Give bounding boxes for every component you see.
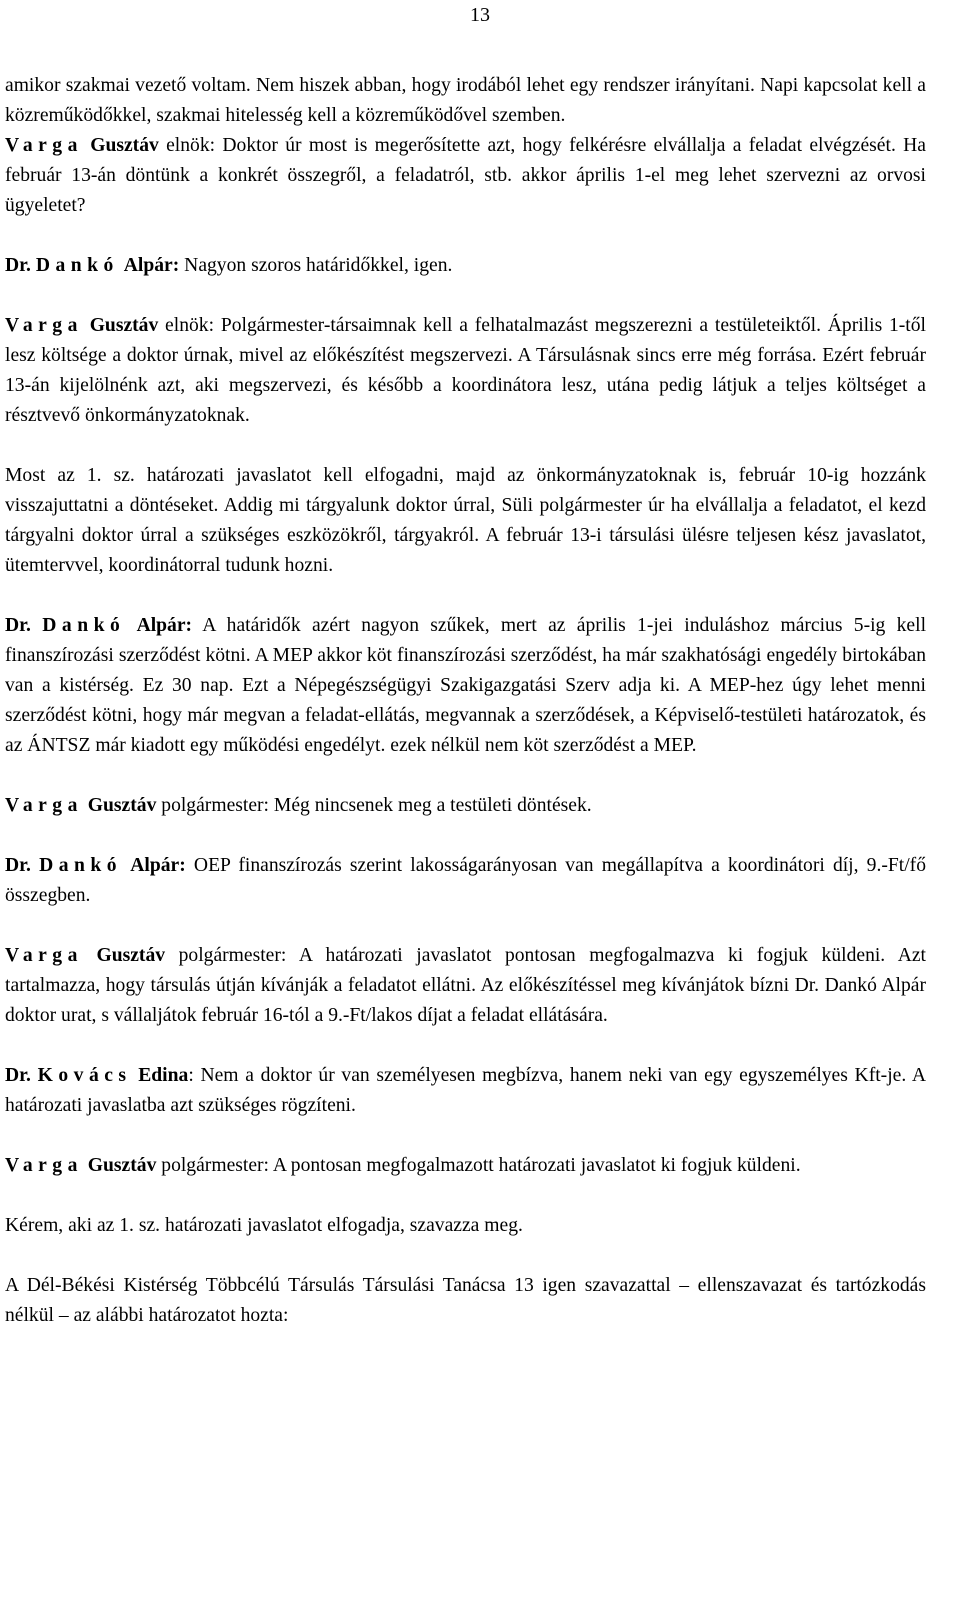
paragraph-13	[5, 1271, 926, 1331]
speaker-surname: Dankó	[39, 855, 123, 876]
speaker-title: Dr.	[5, 1065, 31, 1086]
speaker-surname: Varga	[5, 1155, 83, 1176]
paragraph-4	[5, 311, 926, 431]
speaker-surname: Kovács	[37, 1065, 132, 1086]
speaker-given-name: Alpár:	[130, 855, 186, 876]
speaker-given-name: Gusztáv	[90, 135, 159, 156]
paragraph-text: polgármester: A határozati javaslatot pontosan megfogalmazva ki fogjuk küldeni. Azt tartalmazza, hogy társulás útján kívánják a feladatot ellátni. Az előkészítéssel meg kívánjátok bízni Dr. Dankó Alpár doktor urat, s vállaljátok február 16-tól a 9.-Ft/lakos díjat a feladat ellátására.	[5, 945, 926, 1026]
paragraph-text: A Dél-Békési Kistérség Többcélú Társulás Társulási Tanácsa 13 igen szavazattal – ellenszavazat és tartózkodás nélkül – az alábbi határozatot hozta:	[5, 1275, 926, 1326]
paragraph-7	[5, 791, 926, 821]
paragraph-text: : Nem a doktor úr van személyesen megbízva, hanem neki van egy egyszemélyes Kft-je. A határozati javaslatba azt szükséges rögzíteni.	[5, 1065, 926, 1116]
paragraph-text: amikor szakmai vezető voltam. Nem hiszek abban, hogy irodából lehet egy rendszer irányítani. Napi kapcsolat kell a közreműködőkkel, szakmai hitelesség kell a közreműködővel szemben.	[5, 75, 926, 126]
paragraph-5	[5, 461, 926, 581]
speaker-surname: Varga	[5, 135, 83, 156]
page-number: 13	[470, 4, 490, 26]
paragraph-text: Most az 1. sz. határozati javaslatot kell elfogadni, majd az önkormányzatoknak is, február 10-ig hozzánk visszajuttatni a döntéseket. Addig mi tárgyalunk doktor úrral, Süli polgármester úr ha elvállalja a feladatot, el kezd tárgyalni doktor úrral a szükséges eszközökről, tárgyakról. A február 13-i társulási ülésre teljesen kész javaslatot, ütemtervvel, koordinátorral tudunk hozni.	[5, 465, 926, 576]
speaker-surname: Dankó	[35, 255, 119, 276]
paragraph-text: Nagyon szoros határidőkkel, igen.	[179, 255, 453, 276]
paragraph-3	[5, 251, 926, 281]
speaker-given-name: Gusztáv	[96, 945, 166, 966]
speaker-surname: Dankó	[42, 615, 126, 636]
speaker-surname: Varga	[5, 945, 83, 966]
paragraph-12	[5, 1211, 926, 1241]
speaker-surname: Varga	[5, 315, 83, 336]
speaker-title: Dr.	[5, 855, 31, 876]
paragraph-text: polgármester: A pontosan megfogalmazott határozati javaslatot ki fogjuk küldeni.	[156, 1155, 801, 1176]
speaker-given-name: Edina	[138, 1065, 189, 1086]
paragraph-text: elnök: Polgármester-társaimnak kell a felhatalmazást megszerezni a testületeiktől. Április 1-től lesz költsége a doktor úrnak, mivel az előkészítést megszervezi. A Társulásnak sincs erre még forrása. Ezért február 13-án kijelölnénk azt, aki megszervezi, és később a koordinátora lesz, utána pedig látjuk a teljes költséget a résztvevő önkormányzatoknak.	[5, 315, 926, 426]
speaker-surname: Varga	[5, 795, 83, 816]
paragraph-9	[5, 941, 926, 1031]
paragraph-2	[5, 131, 926, 221]
paragraph-text: OEP finanszírozás szerint lakosságarányosan van megállapítva a koordinátori díj, 9.-Ft/fő összegben.	[5, 855, 926, 906]
speaker-given-name: Alpár:	[123, 255, 180, 276]
paragraph-text: polgármester: Még nincsenek meg a testületi döntések.	[156, 795, 592, 816]
paragraph-10	[5, 1061, 926, 1121]
paragraph-6	[5, 611, 926, 761]
speaker-given-name: Gusztáv	[89, 315, 159, 336]
paragraph-text: elnök: Doktor úr most is megerősítette azt, hogy felkérésre elvállalja a feladat elvégzését. Ha február 13-án döntünk a konkrét összegről, a feladatról, stb. akkor április 1-el meg lehet szervezni az orvosi ügyeletet?	[5, 135, 927, 216]
speaker-given-name: Gusztáv	[87, 795, 157, 816]
speaker-title: Dr.	[5, 255, 31, 276]
paragraph-text: A határidők azért nagyon szűkek, mert az április 1-jei induláshoz március 5-ig kell finanszírozási szerződést kötni. A MEP akkor köt finanszírozási szerződést, ha már szakhatósági engedély birtokában van a kistérség. Ez 30 nap. Ezt a Népegészségügyi Szakigazgatási Szerv adja ki. A MEP-hez úgy lehet menni szerződést kötni, hogy már megvan a feladat-ellátás, megvannak a szerződések, a Képviselő-testületi határozatok, és az ÁNTSZ már kiadott egy működési engedélyt. ezek nélkül nem köt szerződést a MEP.	[5, 615, 927, 756]
paragraph-8	[5, 851, 926, 911]
speaker-given-name: Alpár:	[136, 615, 193, 636]
speaker-given-name: Gusztáv	[87, 1155, 157, 1176]
document-body	[5, 71, 926, 1331]
paragraph-1	[5, 71, 926, 131]
paragraph-11	[5, 1151, 926, 1181]
speaker-title: Dr.	[5, 615, 31, 636]
paragraph-text: Kérem, aki az 1. sz. határozati javaslatot elfogadja, szavazza meg.	[5, 1215, 523, 1236]
